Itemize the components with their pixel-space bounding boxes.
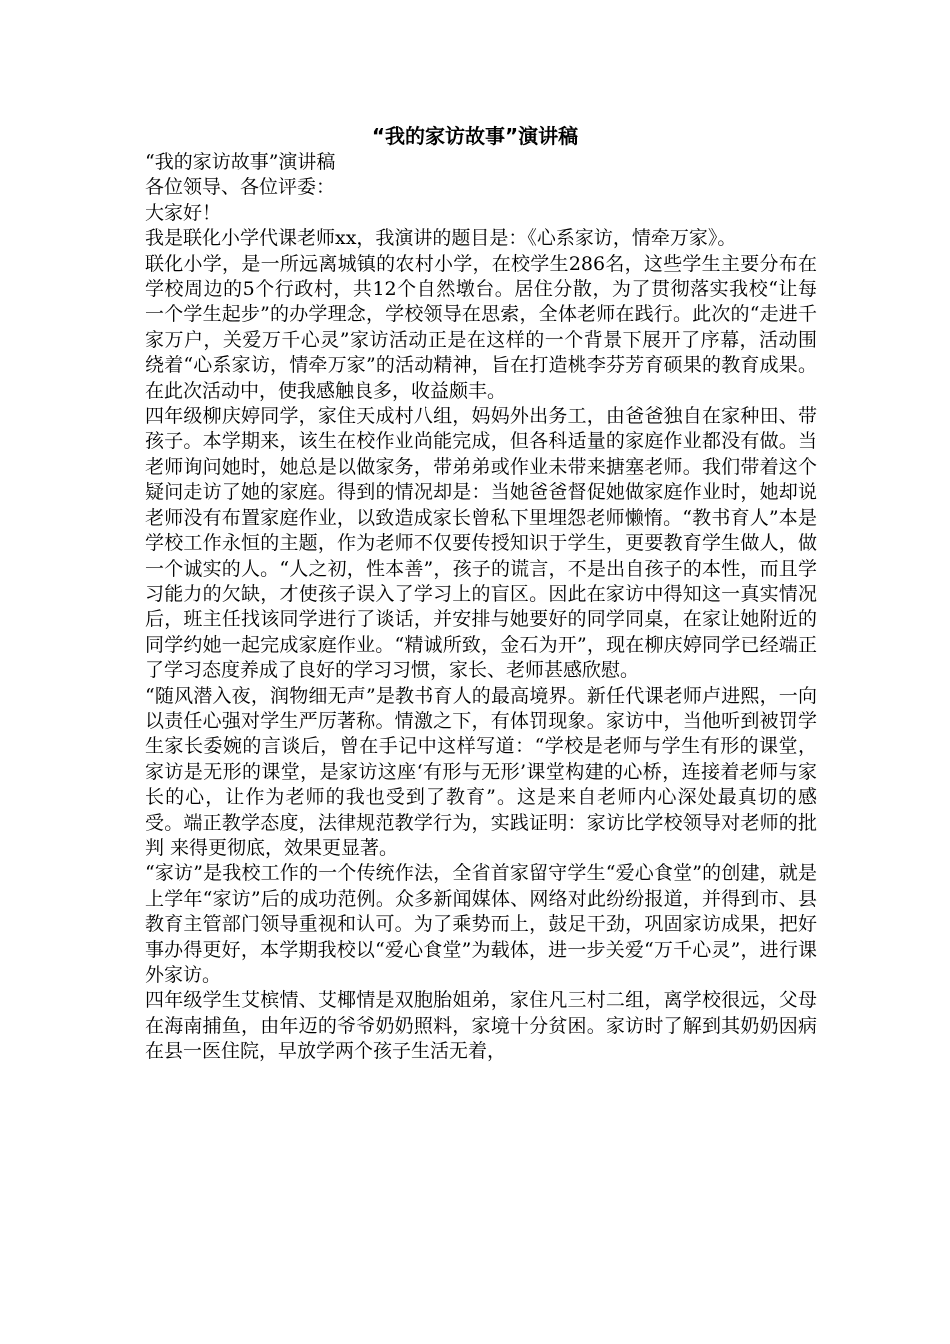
paragraph-case-liu-qingting: 四年级柳庆婷同学，家住天成村八组，妈妈外出务工，由爸爸独自在家种田、带孩子。本学期来，该生在校作业尚能完成，但各科适量的家庭作业都没有做。当老师询问她时，她总是以做家务，带弟弟或作业未带来搪塞老师。我们带着这个疑问走访了她的家庭。得到的情况却是：当她爸爸督促她做家庭作业时，她却说老师没有布置家庭作业，以致造成家长曾私下里埋怨老师懒惰。“教书育人”本是学校工作永恒的主题，作为老师不仅要传授知识于学生，更要教育学生做人，做一个诚实的人。“人之初，性本善”，孩子的谎言，不是出自孩子的本性，而且学习能力的欠缺，才使孩子误入了学习上的盲区。因此在家访中得知这一真实情况后，班主任找该同学进行了谈话，并安排与她要好的同学同桌，在家让她附近的同学约她一起完成家庭作业。“精诚所致，金石为开”，现在柳庆婷同学已经端正了学习态度养成了良好的学习习惯，家长、老师甚感欣慰。 — [145, 405, 817, 682]
paragraph-subtitle: “我的家访故事”演讲稿 — [145, 151, 336, 173]
paragraph-greeting: 大家好！ — [145, 201, 222, 224]
paragraph-introduction: 我是联化小学代课老师xx，我演讲的题目是：《心系家访，情牵万家》。 — [145, 227, 737, 250]
document-body — [145, 150, 817, 1065]
document-title: “我的家访故事”演讲稿 — [371, 124, 579, 148]
paragraph-salutation: 各位领导、各位评委： — [145, 176, 336, 199]
paragraph-love-canteen: “家访”是我校工作的一个传统作法，全省首家留守学生“爱心食堂”的创建，就是上学年“家访”后的成功范例。众多新闻媒体、网络对此纷纷报道，并得到市、县教育主管部门领导重视和认可。为了乘势而上，鼓足干劲，巩固家访成果，把好事办得更好，本学期我校以“爱心食堂”为载体，进一步关爱“万千心灵”，进行课外家访。 — [145, 862, 817, 986]
paragraph-school-background: 联化小学，是一所远离城镇的农村小学，在校学生286名，这些学生主要分布在学校周边的5个行政村，共12个自然墩台。居住分散，为了贯彻落实我校“让每一个学生起步”的办学理念，学校领导在思索，全体老师在践行。此次的“走进千家万户，关爱万千心灵”家访活动正是在这样的一个背景下展开了序幕，活动围绕着“心系家访，情牵万家”的活动精神，旨在打造桃李芬芳育硕果的教育成果。在此次活动中，使我感触良多，收益颇丰。 — [145, 252, 817, 402]
paragraph-twins-case: 四年级学生艾槟情、艾椰情是双胞胎姐弟，家住凡三村二组，离学校很远，父母在海南捕鱼，由年迈的爷爷奶奶照料，家境十分贫困。家访时了解到其奶奶因病在县一医住院，早放学两个孩子生活无着， — [145, 989, 817, 1063]
paragraph-teacher-reflection: “随风潜入夜，润物细无声”是教书育人的最高境界。新任代课老师卢进熙，一向以责任心强对学生严厉著称。情激之下，有体罚现象。家访中，当他听到被罚学生家长委婉的言谈后，曾在手记中这样写道：“学校是老师与学生有形的课堂，家访是无形的课堂，是家访这座‘有形与无形’课堂构建的心桥，连接着老师与家长的心，让作为老师的我也受到了教育”。这是来自老师内心深处最真切的感受。端正教学态度，法律规范教学行为，实践证明：家访比学校领导对老师的批判 来得更彻底，效果更显著。 — [145, 684, 817, 859]
